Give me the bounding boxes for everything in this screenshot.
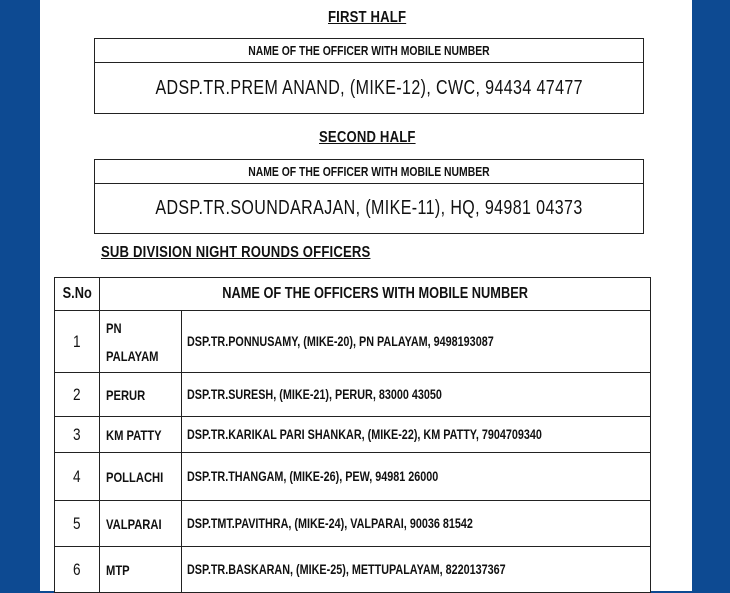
table-row [55,417,651,453]
second-half-title: SECOND HALF [319,129,416,146]
table-row [55,311,651,373]
second-half-box [94,159,644,234]
row-division: PERUR [100,373,182,417]
row-officer: DSP.TR.THANGAM, (MIKE-26), PEW, 94981 26000 [182,453,651,501]
sub-division-title: SUB DIVISION NIGHT ROUNDS OFFICERS [101,244,371,261]
first-half-header: NAME OF THE OFFICER WITH MOBILE NUMBER [95,39,643,63]
table-row [55,453,651,501]
second-half-header: NAME OF THE OFFICER WITH MOBILE NUMBER [95,160,643,184]
table-row [55,373,651,417]
row-officer: DSP.TR.KARIKAL PARI SHANKAR, (MIKE-22), KM PATTY, 7904709340 [182,417,651,453]
col-sno-header: S.No [55,278,100,311]
row-officer: DSP.TR.BASKARAN, (MIKE-25), METTUPALAYAM, 8220137367 [182,547,651,593]
table-header-row [55,278,651,311]
second-half-officer: ADSP.TR.SOUNDARAJAN, (MIKE-11), HQ, 94981 04373 [155,197,583,219]
row-officer: DSP.TR.SURESH, (MIKE-21), PERUR, 83000 43050 [182,373,651,417]
row-division: VALPARAI [100,501,182,547]
row-sno: 2 [55,373,100,417]
col-name-header: NAME OF THE OFFICERS WITH MOBILE NUMBER [100,278,651,311]
row-sno: 5 [55,501,100,547]
first-half-officer: ADSP.TR.PREM ANAND, (MIKE-12), CWC, 94434 47477 [155,76,583,99]
row-sno: 4 [55,453,100,501]
row-division: KM PATTY [100,417,182,453]
table-row [55,501,651,547]
night-rounds-table [54,277,651,593]
row-division: MTP [100,547,182,593]
row-officer: DSP.TR.PONNUSAMY, (MIKE-20), PN PALAYAM, 9498193087 [182,311,651,373]
row-division: POLLACHI [100,453,182,501]
first-half-box [94,38,644,114]
row-officer: DSP.TMT.PAVITHRA, (MIKE-24), VALPARAI, 90036 81542 [182,501,651,547]
table-row [55,547,651,593]
row-division: PN PALAYAM [100,311,182,373]
first-half-title: FIRST HALF [328,9,407,26]
row-sno: 1 [55,311,100,373]
row-sno: 3 [55,417,100,453]
row-sno: 6 [55,547,100,593]
